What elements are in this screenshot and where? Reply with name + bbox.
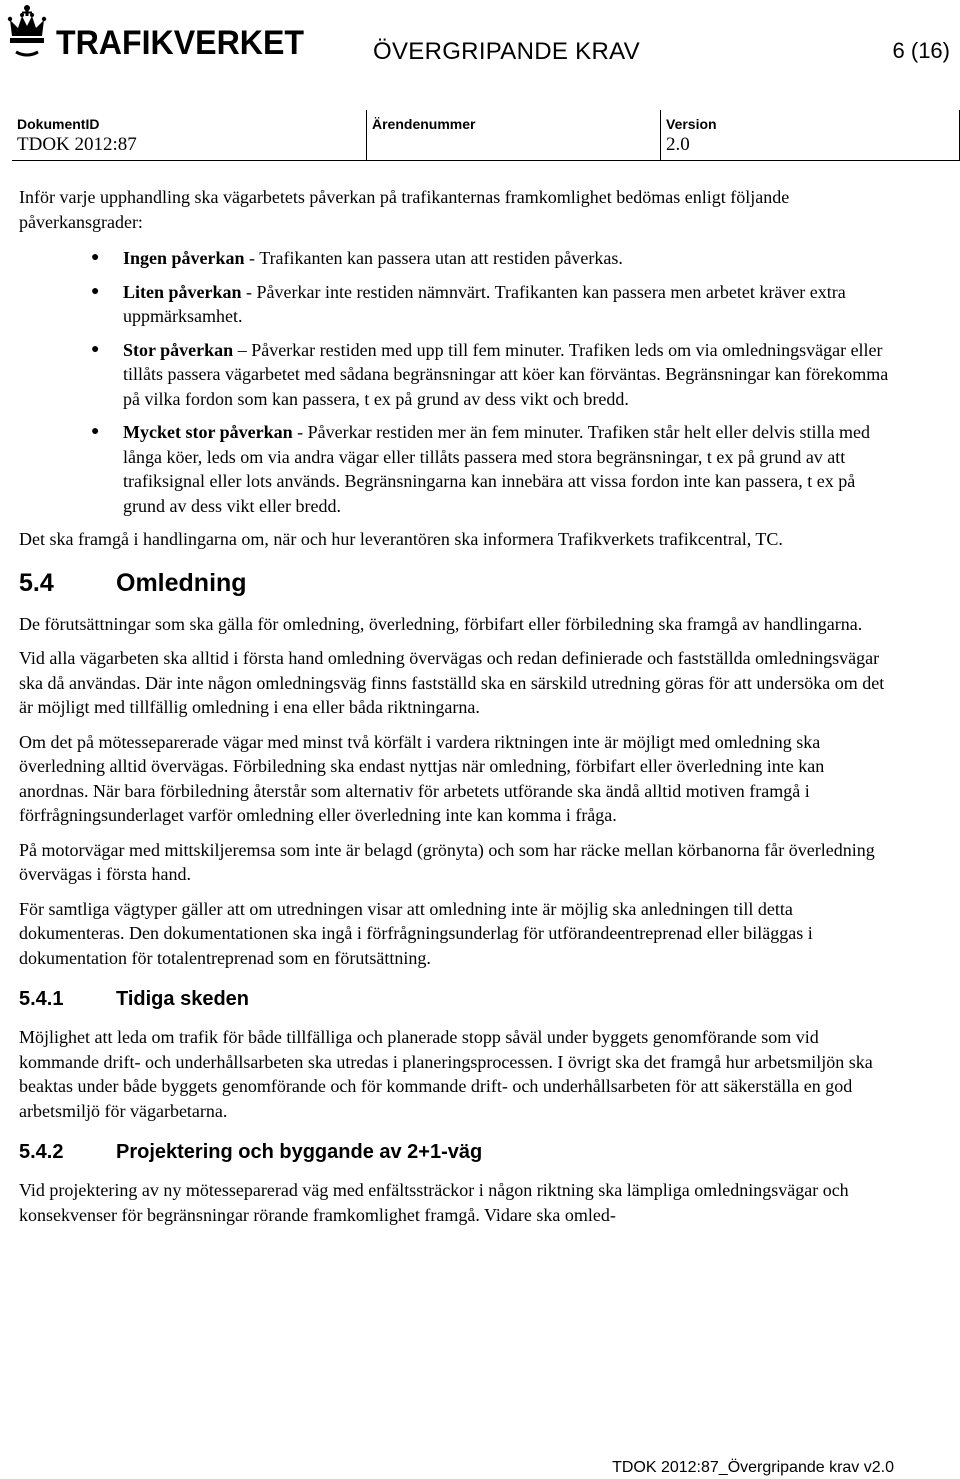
paragraph: Möjlighet att leda om trafik för både tillfälliga och planerade stopp såväl under byggets genomförande som vid kommande drift- och underhållsarbeten ska utredas i planeringsprocessen. I övrigt ska det framgå hur arbetsmiljön ska beaktas under både byggets genomförande och för kommande drift- och underhållsarbeten för att säkerställa en god arbetsmiljö för vägarbetarna. xyxy=(19,1027,873,1121)
paragraph: Om det på mötesseparerade vägar med minst två körfält i vardera riktningen inte är möjligt med omledning ska överledning alltid övervägas. Förbiledning ska endast nyttjas när omledning, förbifart eller överledning inte kan anordnas. När bara förbiledning återstår som alternativ för arbetets utförande ska ändå alltid motiven framgå i förfrågningsunderlaget varför omledning eller överledning inte kan komma i fråga. xyxy=(19,731,825,825)
list-item xyxy=(19,420,894,518)
section-heading-5-4-1 xyxy=(19,986,894,1012)
list-item-text: - Påverkar inte restiden nämnvärt. Trafikanten kan passera men arbetet kräver extra uppmärksamhet. xyxy=(123,281,846,326)
list-item-term: Ingen påverkan xyxy=(123,248,245,268)
list-item-text: - Trafikanten kan passera utan att restiden påverkas. xyxy=(244,248,623,268)
bullet-icon: ● xyxy=(91,283,100,299)
list-item-text: - Påverkar restiden mer än fem minuter. Trafiken står helt eller delvis stilla med långa köer, leds om via andra vägar eller tillåts passera med stora begränsningar, t ex på grund av att trafiksignal eller lots används. Begränsningarna kan innebära att vissa fordon inte kan passera, t ex på grund av dess vikt eller bredd. xyxy=(123,422,870,516)
page-footer: TDOK 2012:87_Övergripande krav v2.0 xyxy=(612,1459,894,1476)
doc-id-value: TDOK 2012:87 xyxy=(17,134,137,155)
list-item xyxy=(19,246,894,271)
list-item-term: Stor påverkan xyxy=(123,339,234,360)
document-body xyxy=(19,185,894,1237)
section-title: Tidiga skeden xyxy=(116,988,250,1010)
section-heading-5-4 xyxy=(19,568,894,598)
section-number: 5.4 xyxy=(19,568,54,597)
version-value: 2.0 xyxy=(666,134,690,155)
trafikverket-logo xyxy=(6,2,306,62)
meta-doc-id-cell xyxy=(12,110,366,161)
list-item-term: Liten påverkan xyxy=(123,281,242,302)
list-item xyxy=(19,338,894,412)
paragraph: På motorvägar med mittskiljeremsa som inte är belagd (grönyta) och som har räcke mellan körbanorna får överledning övervägas i första hand. xyxy=(19,839,875,884)
section-title: Projektering och byggande av 2+1-väg xyxy=(116,1141,483,1163)
list-item xyxy=(19,280,894,329)
section-heading-5-4-2 xyxy=(19,1139,894,1165)
document-title: ÖVERGRIPANDE KRAV xyxy=(373,38,640,65)
paragraph: De förutsättningar som ska gälla för omledning, överledning, förbifart eller förbiledning ska framgå av handlingarna. xyxy=(19,613,863,634)
bullet-icon: ● xyxy=(91,424,100,439)
list-item-term: Mycket stor påverkan xyxy=(123,422,293,442)
crown-logo-icon xyxy=(6,2,306,62)
paragraph: Vid projektering av ny mötesseparerad väg med enfältssträckor i någon riktning ska lämpliga omledningsvägar och konsekvenser för begränsningar rörande framkomlighet framgå. Vidare ska omled- xyxy=(19,1180,849,1225)
paragraph: För samtliga vägtyper gäller att om utredningen visar att omledning inte är möjlig ska anledningen till detta dokumenteras. Den dokumentationen ska ingå i förfrågningsunderlag för utförandeentreprenad eller biläggas i dokumentation för totalentreprenad som en förutsättning. xyxy=(19,898,813,968)
version-label: Version xyxy=(666,116,717,132)
bullet-icon: ● xyxy=(91,250,100,265)
section-number: 5.4.2 xyxy=(19,1141,64,1163)
meta-case-cell xyxy=(366,110,661,161)
paragraph: Vid alla vägarbeten ska alltid i första hand omledning övervägas och redan definierade och fastställda omledningsvägar ska då användas. Där inte någon omledningsväg finns fastställd ska en särskild utredning göras för att undersöka om det är möjligt med tillfällig omledning i ena eller båda riktningarna. xyxy=(19,648,885,717)
logo-wordmark: TRAFIKVERKET xyxy=(56,24,305,62)
document-meta-table xyxy=(0,110,960,160)
impact-list xyxy=(19,246,894,518)
section-title: Omledning xyxy=(116,568,247,597)
page-number: 6 (16) xyxy=(892,38,950,63)
case-number-label: Ärendenummer xyxy=(372,116,476,132)
intro-paragraph: Inför varje upphandling ska vägarbetets påverkan på trafikanternas framkomlighet bedömas enligt följande påverkansgrader: xyxy=(19,187,790,232)
meta-version-cell xyxy=(660,110,960,161)
after-list-paragraph: Det ska framgå i handlingarna om, när och hur leverantören ska informera Trafikverkets trafikcentral, TC. xyxy=(19,529,783,549)
doc-id-label: DokumentID xyxy=(17,116,100,132)
bullet-icon: ● xyxy=(91,341,100,357)
section-number: 5.4.1 xyxy=(19,988,64,1010)
list-item-text: – Påverkar restiden med upp till fem minuter. Trafiken leds om via omledningsvägar eller tillåts passera vägarbetet med sådana begränsningar att köer kan förväntas. Begränsningar kan förekomma på vilka fordon som kan passera, t ex på grund av dess vikt och bredd. xyxy=(123,339,889,409)
